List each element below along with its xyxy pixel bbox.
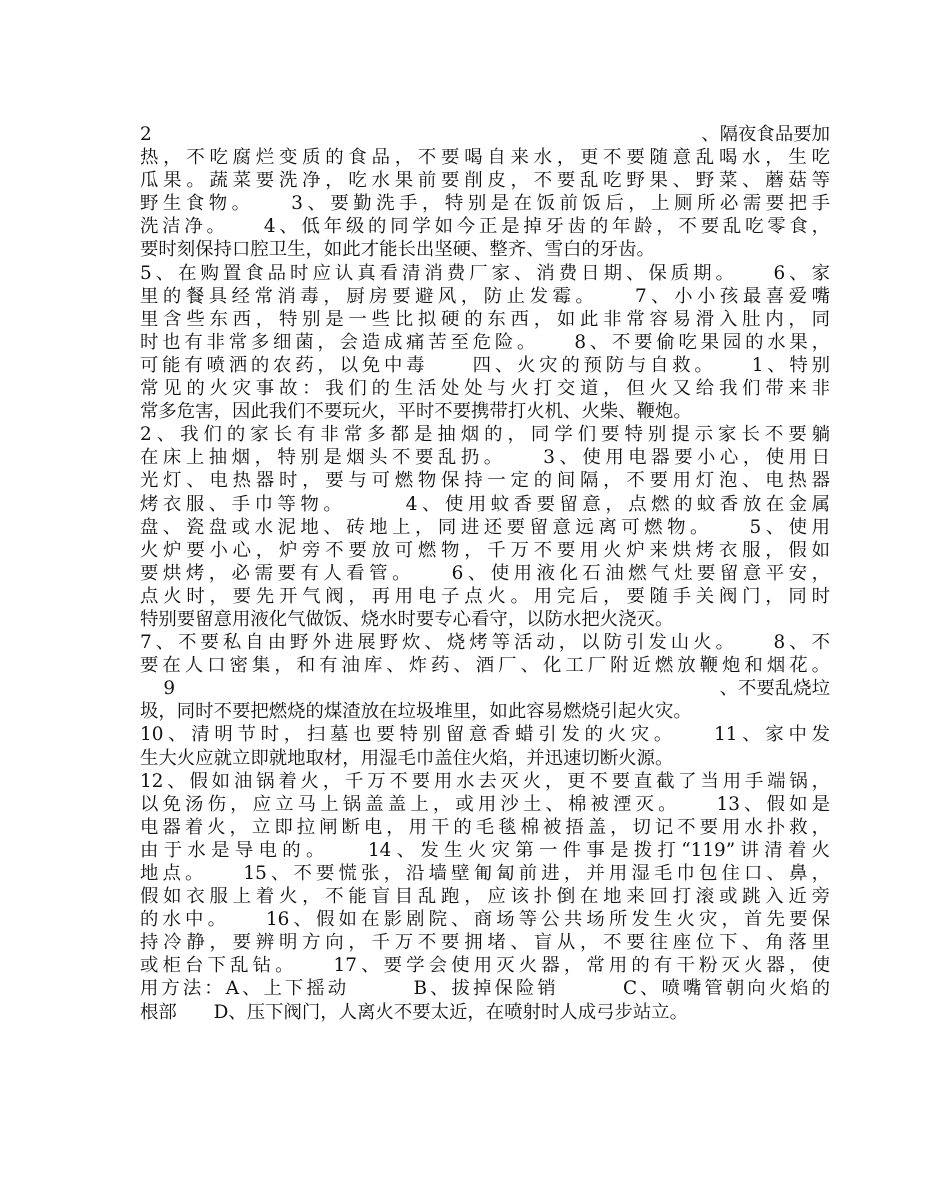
text-line-39: 根部 D、压下阀门，人离火不要太近，在喷射时人成弓步站立。	[140, 1001, 689, 1023]
text-line-38: 用方法：A、上下摇动 B、拔掉保险销 C、喷嘴管朝向火焰的	[140, 978, 830, 1000]
text-line-30: 以免汤伤，应立马上锅盖盖上，或用沙土、棉被湮灭。 13、假如是	[140, 793, 830, 815]
text-line-23: 7、不要私自由野外进展野炊、烧烤等活动，以防引发山火。 8、不	[140, 632, 830, 654]
text-line-15: 在床上抽烟，特别是烟头不要乱扔。 3、使用电器要小心，使用日	[140, 447, 830, 469]
text-line-4: 野生食物。 3、要勤洗手，特别是在饭前饭后，上厕所必需要把手	[140, 193, 830, 215]
text-line-37: 或柜台下乱钻。 17、要学会使用灭火器，常用的有干粉灭火器，使	[140, 955, 830, 977]
text-line-3: 瓜果。蔬菜要洗净，吃水果前要削皮，不要乱吃野果、野菜、蘑菇等	[140, 170, 830, 192]
text-line-26: 圾，同时不要把燃烧的煤渣放在垃圾堆里，如此容易燃烧引起火灾。	[140, 701, 692, 723]
text-line-13: 常多危害，因此我们不要玩火，平时不要携带打火机、火柴、鞭炮。	[140, 401, 692, 423]
text-line-32: 由于水是导电的。 14、发生火灾第一件事是拨打“119”讲清着火	[140, 839, 830, 861]
text-line-14: 2、我们的家长有非常多都是抽烟的，同学们要特别提示家长不要躺	[140, 424, 830, 446]
text-line-16: 光灯、电热器时，要与可燃物保持一定的间隔，不要用灯泡、电热器	[140, 470, 830, 492]
text-line-1	[140, 123, 830, 146]
text-line-22: 特别要留意用液化气做饭、烧水时要专心看守，以防水把火浇灭。	[140, 608, 674, 630]
text-line-9: 里含些东西，特别是一些比拟硬的东西，如此非常容易滑入肚内，同	[140, 308, 830, 330]
text-line-17: 烤衣服、手巾等物。 4、使用蚊香要留意，点燃的蚊香放在金属	[140, 493, 830, 515]
document-text-body	[140, 123, 830, 1024]
text-line-25	[140, 677, 830, 700]
text-line-1-start: 2	[140, 124, 152, 145]
text-line-29: 12、假如油锅着火，千万不要用水去灭火，更不要直截了当用手端锅，	[140, 770, 830, 792]
text-line-11: 可能有喷洒的农药，以免中毒 四、火灾的预防与自救。 1、特别	[140, 354, 830, 376]
text-line-10: 时也有非常多细菌，会造成痛苦至危险。 8、不要偷吃果园的水果，	[140, 331, 830, 353]
text-line-1-end: 、隔夜食品要加	[701, 124, 830, 145]
text-line-31: 电器着火，立即拉闸断电，用干的毛毯棉被捂盖，切记不要用水扑救，	[140, 816, 830, 838]
text-line-34: 假如衣服上着火，不能盲目乱跑，应该扑倒在地来回打滚或跳入近旁	[140, 886, 830, 908]
text-line-25-end: 、不要乱烧垃	[719, 678, 830, 700]
text-line-5: 洗洁净。 4、低年级的同学如今正是掉牙齿的年龄，不要乱吃零食，	[140, 216, 830, 238]
text-line-7: 5、在购置食品时应认真看清消费厂家、消费日期、保质期。 6、家	[140, 262, 830, 284]
text-line-12: 常见的火灾事故：我们的生活处处与火打交道，但火又给我们带来非	[140, 378, 830, 400]
text-line-33: 地点。 15、不要慌张，沿墙壁匍匐前进，并用湿毛巾包住口、鼻，	[140, 863, 830, 884]
text-line-36: 持冷静，要辨明方向，千万不要拥堵、盲从，不要往座位下、角落里	[140, 932, 830, 954]
text-line-25-start: 9	[140, 678, 176, 700]
text-line-19: 火炉要小心，炉旁不要放可燃物，千万不要用火炉来烘烤衣服，假如	[140, 539, 830, 561]
text-line-8: 里的餐具经常消毒，厨房要避风，防止发霉。 7、小小孩最喜爱嘴	[140, 285, 830, 307]
text-line-28: 生大火应就立即就地取材，用湿毛巾盖住火焰，并迅速切断火源。	[140, 747, 674, 769]
text-line-2: 热，不吃腐烂变质的食品，不要喝自来水，更不要随意乱喝水，生吃	[140, 147, 830, 169]
text-line-35: 的水中。 16、假如在影剧院、商场等公共场所发生火灾，首先要保	[140, 909, 830, 931]
text-line-6: 要时刻保持口腔卫生，如此才能长出坚硬、整齐、雪白的牙齿。	[140, 239, 655, 261]
text-line-18: 盘、瓷盘或水泥地、砖地上，同进还要留意远离可燃物。 5、使用	[140, 516, 830, 538]
text-line-27: 10、清明节时，扫墓也要特别留意香蜡引发的火灾。 11、家中发	[140, 724, 830, 746]
text-line-20: 要烘烤，必需要有人看管。 6、使用液化石油燃气灶要留意平安，	[140, 562, 830, 584]
text-line-21: 点火时，要先开气阀，再用电子点火。用完后，要随手关阀门，同时	[140, 585, 830, 607]
text-line-24: 要在人口密集，和有油库、炸药、酒厂、化工厂附近燃放鞭炮和烟花。	[140, 655, 830, 677]
